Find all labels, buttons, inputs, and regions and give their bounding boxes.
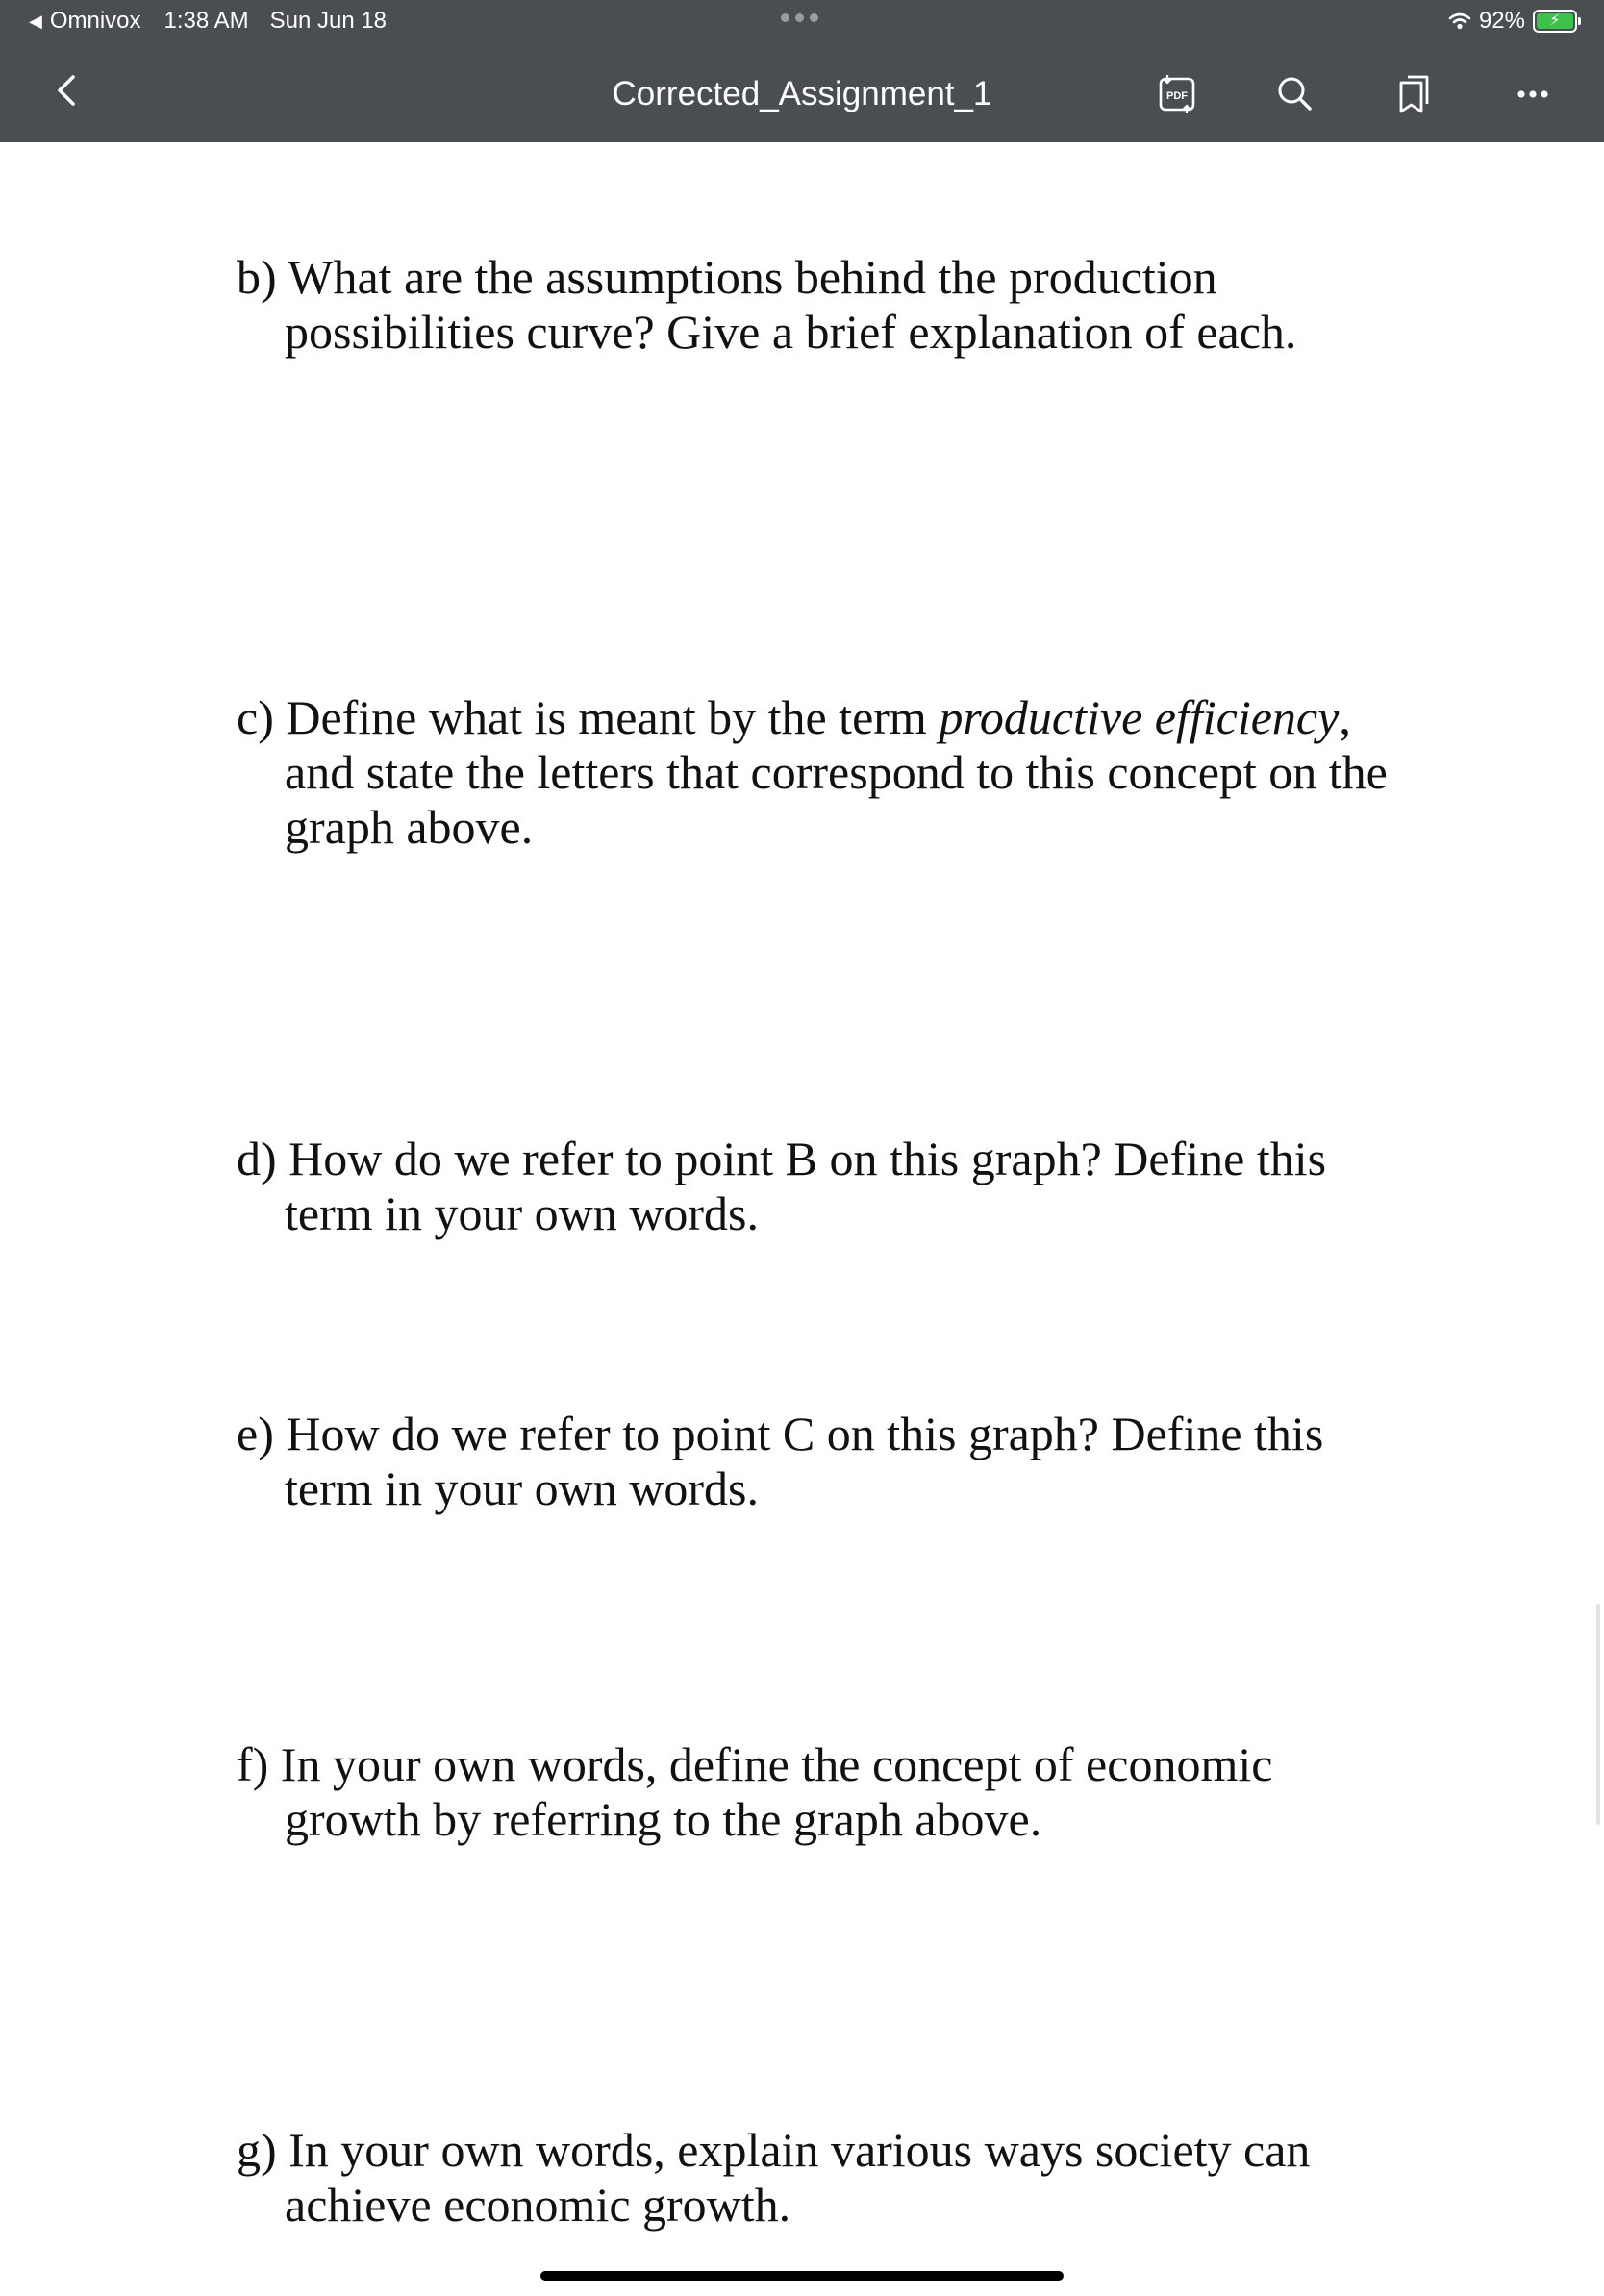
back-to-app-icon[interactable]: ◀ — [29, 11, 42, 31]
question-text: c) Define what is meant by the term — [237, 690, 940, 744]
question-line: e) How do we refer to point C on this graph? Define this — [237, 1407, 1324, 1460]
question-f — [237, 1737, 1448, 1847]
multitasking-dots-icon[interactable] — [781, 13, 818, 22]
chevron-left-icon[interactable] — [48, 71, 87, 110]
question-g — [237, 2123, 1448, 2233]
status-time: 1:38 AM — [163, 8, 249, 34]
question-c — [237, 690, 1448, 855]
search-icon[interactable] — [1271, 71, 1317, 117]
question-line: term in your own words. — [285, 1461, 759, 1515]
home-indicator[interactable] — [540, 2271, 1064, 2281]
question-b — [237, 250, 1448, 360]
document-title: Corrected_Assignment_1 — [612, 75, 992, 112]
navigation-bar — [0, 58, 1604, 131]
top-toolbar — [0, 0, 1604, 142]
question-line: possibilities curve? Give a brief explanation of each. — [285, 305, 1297, 359]
question-line: growth by referring to the graph above. — [285, 1792, 1042, 1846]
question-line: f) In your own words, define the concept of economic — [237, 1737, 1273, 1791]
question-line: b) What are the assumptions behind the production — [237, 250, 1217, 304]
scroll-indicator[interactable] — [1596, 1604, 1600, 1825]
battery-percent: 92% — [1478, 8, 1525, 34]
question-punctuation: , — [1339, 690, 1351, 744]
question-term: productive efficiency — [939, 690, 1340, 744]
question-d — [237, 1132, 1448, 1241]
question-line: d) How do we refer to point B on this graph? Define this — [237, 1132, 1327, 1185]
question-line: g) In your own words, explain various ways society can — [237, 2123, 1311, 2177]
question-line: term in your own words. — [285, 1186, 759, 1240]
pdf-convert-icon[interactable] — [1154, 71, 1200, 117]
wifi-icon — [1448, 12, 1471, 31]
status-left — [29, 8, 387, 35]
bookmark-icon[interactable] — [1391, 71, 1437, 117]
more-icon[interactable] — [1510, 71, 1556, 117]
back-to-app-label[interactable]: Omnivox — [49, 8, 141, 34]
question-line: graph above. — [285, 800, 534, 854]
question-line — [237, 690, 1448, 745]
question-line: achieve economic growth. — [285, 2178, 791, 2232]
status-date: Sun Jun 18 — [269, 8, 388, 34]
status-bar — [0, 0, 1604, 44]
battery-icon: ⚡ — [1533, 10, 1577, 33]
status-right — [1448, 8, 1577, 35]
pdf-page[interactable] — [0, 142, 1604, 2296]
question-line: and state the letters that correspond to this concept on the — [285, 745, 1388, 799]
question-e — [237, 1407, 1448, 1516]
pdf-badge-text: PDF — [1166, 90, 1188, 102]
